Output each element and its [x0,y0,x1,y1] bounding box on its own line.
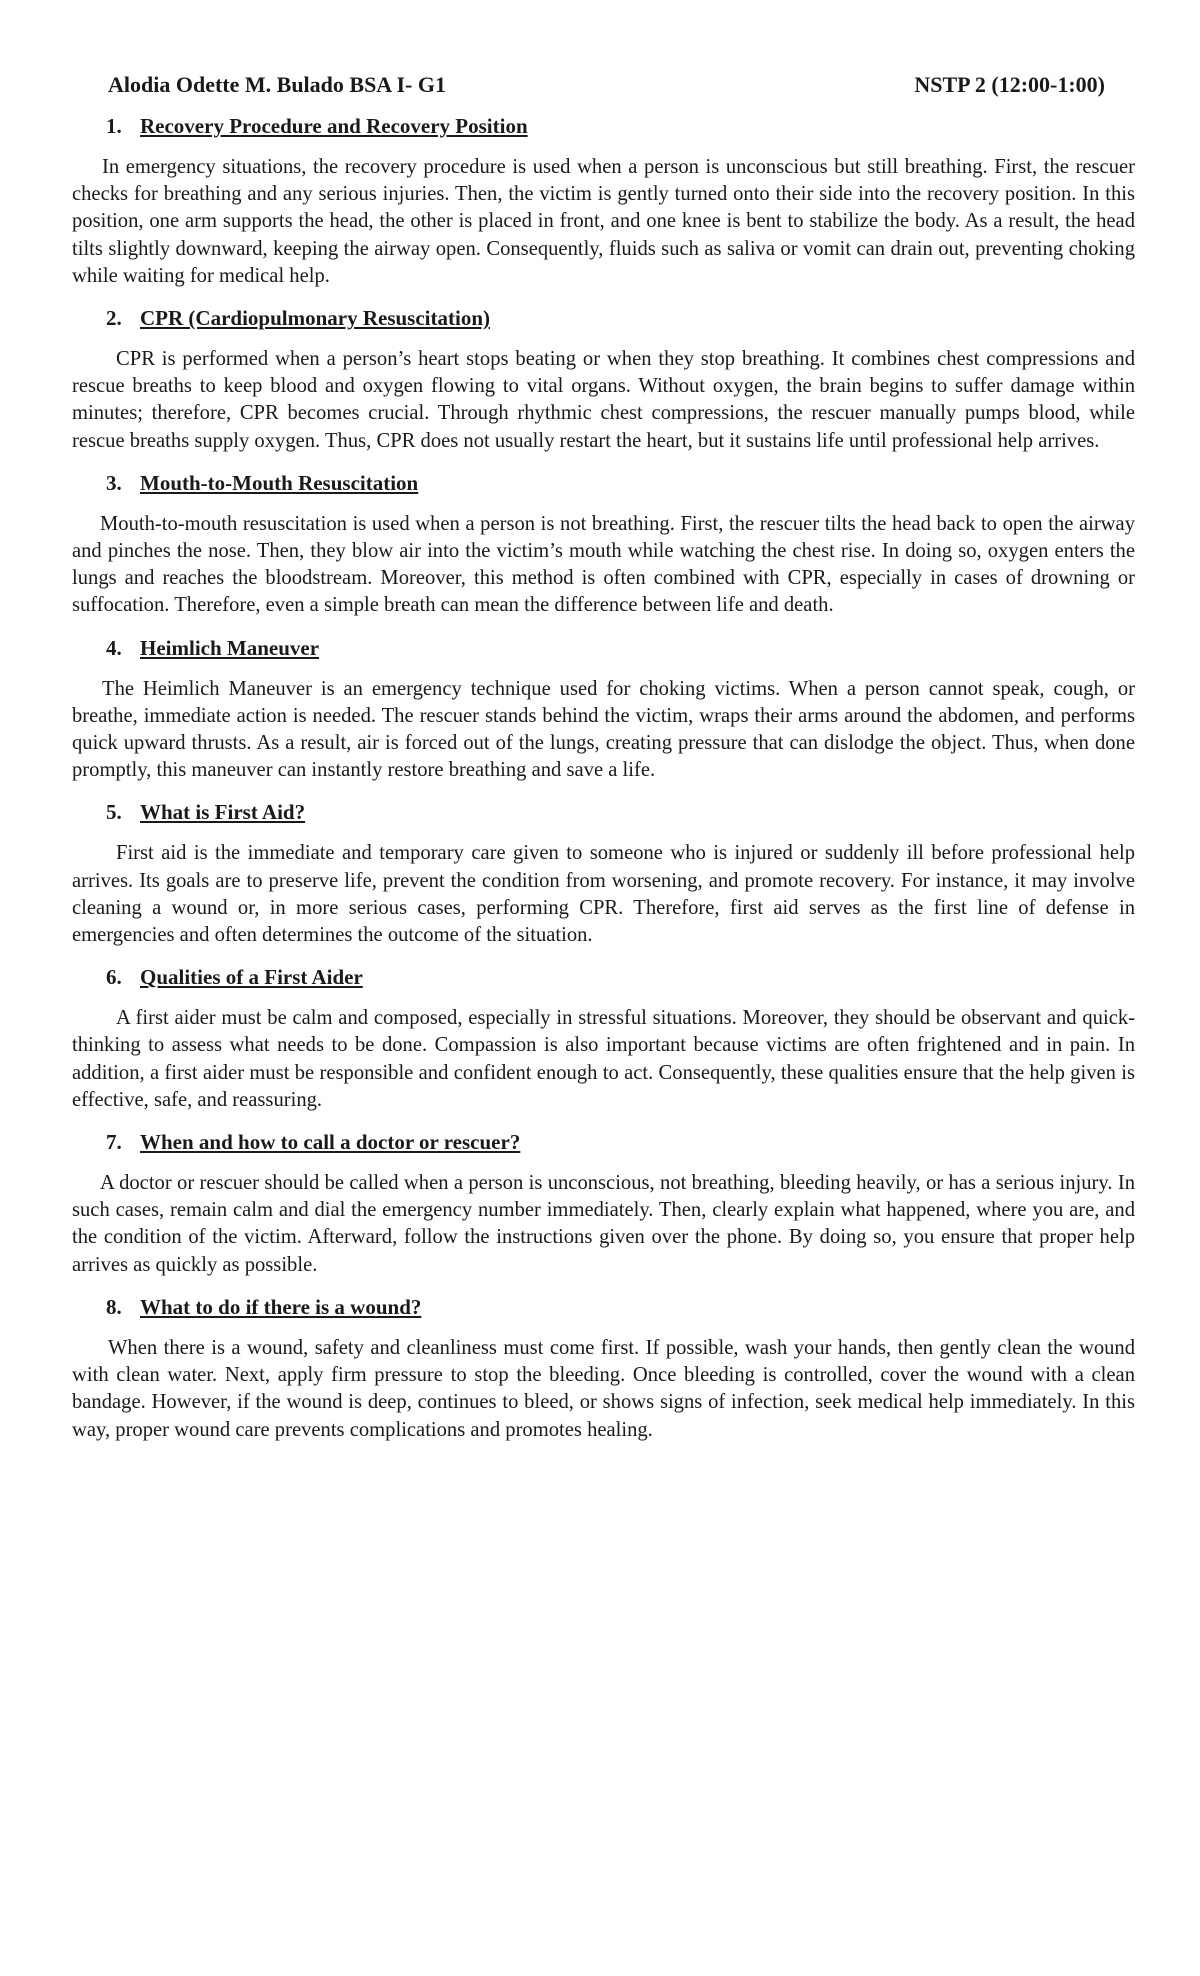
section-heading [106,634,1135,662]
section-number: 6. [106,965,122,990]
section-title: CPR (Cardiopulmonary Resuscitation) [140,306,490,331]
section-title: Heimlich Maneuver [140,635,320,660]
section-title: When and how to call a doctor or rescuer? [140,1130,521,1155]
section-heading [106,963,1135,991]
section-heading [106,304,1135,332]
section-first-aid [72,798,1135,949]
section-body: In emergency situations, the recovery procedure is used when a person is unconscious but still breathing. First, the rescuer checks for breathing and any serious injuries. Then, the victim is gently turned onto their side into the recovery position. In this position, one arm supports the head, the other is placed in front, and one knee is bent to stabilize the body. As a result, the head tilts slightly downward, keeping the airway open. Consequently, fluids such as saliva or vomit can drain out, preventing choking while waiting for medical help. [72,156,1135,287]
section-body: CPR is performed when a person’s heart stops beating or when they stop breathing. It combines chest compressions and rescue breaths to keep blood and oxygen flowing to vital organs. Without oxygen, the brain begins to suffer damage within minutes; therefore, CPR becomes crucial. Through rhythmic chest compressions, the rescuer manually pumps blood, while rescue breaths supply oxygen. Thus, CPR does not usually restart the heart, but it sustains life until professional help arrives. [72,348,1135,452]
section-heading [106,1128,1135,1156]
section-cpr [72,304,1135,455]
section-title: Qualities of a First Aider [140,965,363,990]
section-mouth-to-mouth [72,469,1135,620]
section-number: 1. [106,114,122,138]
section-heimlich-maneuver [72,634,1135,785]
author-line: Alodia Odette M. Bulado BSA I- G1 [108,72,446,97]
section-number: 2. [106,306,122,331]
section-title: Mouth-to-Mouth Resuscitation [140,470,419,495]
section-heading [106,112,1135,140]
section-number: 3. [106,470,122,495]
section-recovery-procedure [72,112,1135,290]
course-line: NSTP 2 (12:00-1:00) [914,72,1105,97]
document-header [72,70,1135,100]
section-number: 7. [106,1130,122,1155]
section-body: Mouth-to-mouth resuscitation is used when a person is not breathing. First, the rescuer tilts the head back to open the airway and pinches the nose. Then, they blow air into the victim’s mouth while watching the chest rise. In doing so, oxygen enters the lungs and reaches the bloodstream. Moreover, this method is often combined with CPR, especially in cases of drowning or suffocation. Therefore, even a simple breath can mean the difference between life and death. [72,512,1135,617]
section-heading [106,1293,1135,1321]
section-body: The Heimlich Maneuver is an emergency technique used for choking victims. When a person cannot speak, cough, or breathe, immediate action is needed. The rescuer stands behind the victim, wraps their arms around the abdomen, and performs quick upward thrusts. As a result, air is forced out of the lungs, creating pressure that can dislodge the object. Thus, when done promptly, this maneuver can instantly restore breathing and save a life. [72,677,1135,782]
section-call-doctor [72,1128,1135,1279]
section-wound-care [72,1293,1135,1444]
section-title: Recovery Procedure and Recovery Position [140,114,528,138]
section-body: First aid is the immediate and temporary care given to someone who is injured or suddenly ill before professional help arrives. Its goals are to preserve life, prevent the condition from worsening, and promote recovery. For instance, it may involve cleaning a wound or, in more serious cases, performing CPR. Therefore, first aid serves as the first line of defense in emergencies and often determines the outcome of the situation. [72,842,1135,947]
section-number: 8. [106,1294,122,1319]
section-heading [106,469,1135,497]
section-number: 5. [106,800,122,825]
section-number: 4. [106,635,122,660]
section-title: What is First Aid? [140,800,306,825]
section-title: What to do if there is a wound? [140,1294,422,1319]
section-body: A first aider must be calm and composed, especially in stressful situations. Moreover, they should be observant and quick-thinking to assess what needs to be done. Compassion is also important because victims are often frightened and in pain. In addition, a first aider must be responsible and confident enough to act. Consequently, these qualities ensure that the help given is effective, safe, and reassuring. [72,1007,1135,1111]
section-body: A doctor or rescuer should be called when a person is unconscious, not breathing, bleeding heavily, or has a serious injury. In such cases, remain calm and dial the emergency number immediately. Then, clearly explain what happened, where you are, and the condition of the victim. Afterward, follow the instructions given over the phone. By doing so, you ensure that proper help arrives as quickly as possible. [72,1172,1135,1276]
section-body: When there is a wound, safety and cleanliness must come first. If possible, wash your hands, then gently clean the wound with clean water. Next, apply firm pressure to stop the bleeding. Once bleeding is controlled, cover the wound with a clean bandage. However, if the wound is deep, continues to bleed, or shows signs of infection, seek medical help immediately. In this way, proper wound care prevents complications and promotes healing. [72,1336,1135,1441]
section-heading [106,798,1135,826]
section-qualities-first-aider [72,963,1135,1114]
